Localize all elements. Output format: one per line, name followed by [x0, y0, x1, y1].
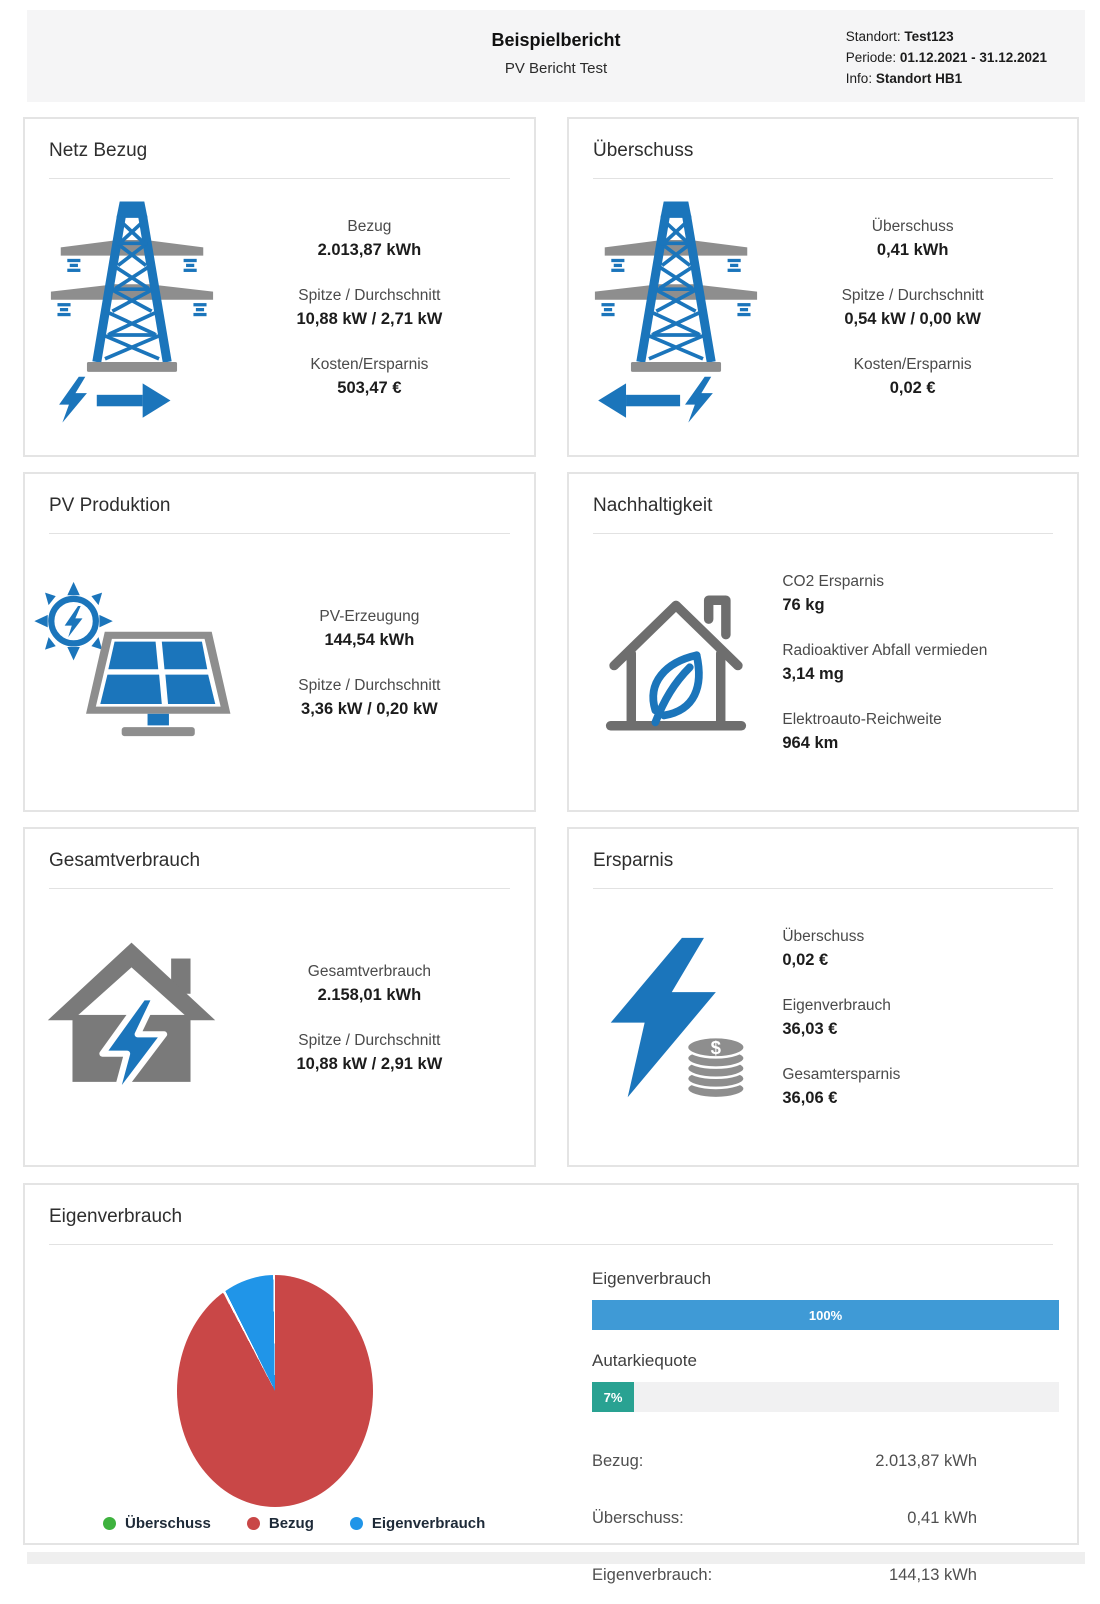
meta-standort: Standort: Test123 — [845, 29, 954, 44]
stat-spitze: Spitze / Durchschnitt 3,36 kW / 0,20 kW — [298, 676, 441, 718]
pie-legend — [103, 1515, 485, 1532]
card-netz-bezug — [23, 117, 536, 457]
card-stats — [239, 605, 534, 722]
left-arrow-lightning — [598, 377, 713, 423]
card-pv-produktion — [23, 472, 536, 812]
stat-spitze: Spitze / Durchschnitt 10,88 kW / 2,91 kW — [296, 1031, 443, 1073]
value-rows — [592, 1433, 1059, 1604]
pie-chart — [177, 1275, 373, 1507]
legend-dot-red — [247, 1517, 260, 1530]
stat-kosten: Kosten/Ersparnis 0,02 € — [853, 356, 972, 398]
page-title: Beispielbericht — [491, 30, 621, 50]
stat-ueberschuss: Überschuss 0,41 kWh — [871, 218, 954, 260]
card-stats — [782, 570, 1077, 756]
card-stats — [782, 215, 1077, 401]
divider — [49, 1244, 1053, 1245]
stat-abfall: Radioaktiver Abfall vermieden 3,14 mg — [782, 642, 988, 684]
stat-bezug: Bezug 2.013,87 kWh — [317, 218, 422, 260]
eco-house-leaf-icon — [569, 579, 782, 747]
card-stats — [239, 215, 534, 401]
stat-gesamt: Gesamtverbrauch 2.158,01 kWh — [307, 962, 431, 1004]
bar-label-eigenverbrauch: Eigenverbrauch — [592, 1269, 712, 1288]
card-title: Nachhaltigkeit — [593, 495, 713, 516]
stat-eigenverbrauch: Eigenverbrauch 36,03 € — [782, 997, 891, 1039]
progress-eigenverbrauch — [592, 1300, 1059, 1330]
legend-item-eigenverbrauch: Eigenverbrauch — [350, 1515, 485, 1532]
house-lightning-icon — [25, 932, 239, 1104]
stat-spitze: Spitze / Durchschnitt 10,88 kW / 2,71 kW — [296, 287, 443, 329]
row-ueberschuss: Überschuss: 0,41 kWh — [592, 1509, 977, 1527]
stat-reichweite: Elektroauto-Reichweite 964 km — [782, 711, 942, 753]
card-stats — [782, 925, 1077, 1111]
bar-label-autarkiequote: Autarkiequote — [592, 1351, 697, 1370]
card-ersparnis — [567, 827, 1079, 1167]
card-title: Überschuss — [593, 140, 694, 161]
card-gesamtverbrauch — [23, 827, 536, 1167]
sun-solar-panel-icon — [25, 577, 239, 749]
meta-periode: Periode: 01.12.2021 - 31.12.2021 — [845, 50, 1047, 65]
card-eigenverbrauch-chart — [23, 1183, 1079, 1584]
card-nachhaltigkeit — [567, 472, 1079, 812]
progress-fill-blue: 100% — [592, 1300, 1059, 1330]
header-meta — [846, 26, 1047, 89]
card-title: Ersparnis — [593, 850, 674, 871]
card-title: Gesamtverbrauch — [49, 850, 201, 871]
card-title: PV Produktion — [49, 495, 171, 516]
stat-spitze: Spitze / Durchschnitt 0,54 kW / 0,00 kW — [841, 287, 984, 329]
card-title: Eigenverbrauch — [49, 1206, 183, 1227]
legend-dot-green — [103, 1517, 116, 1530]
card-stats — [239, 960, 534, 1077]
lightning-right-arrow — [59, 377, 170, 423]
row-eigenverbrauch: Eigenverbrauch: 144,13 kWh — [592, 1566, 977, 1584]
power-tower-export-icon — [569, 193, 782, 423]
stat-ueberschuss: Überschuss 0,02 € — [782, 928, 865, 970]
card-ueberschuss — [567, 117, 1079, 457]
svg-text:$: $ — [710, 1037, 721, 1059]
power-tower-import-icon — [25, 193, 239, 423]
legend-item-bezug: Bezug — [247, 1515, 314, 1532]
next-page-edge — [27, 1552, 1085, 1564]
stat-erzeugung: PV-Erzeugung 144,54 kWh — [319, 607, 420, 649]
legend-item-ueberschuss: Überschuss — [103, 1515, 211, 1532]
legend-dot-blue — [350, 1517, 363, 1530]
report-header — [27, 10, 1085, 102]
page-subtitle: PV Bericht Test — [504, 60, 608, 77]
lightning-coins-icon — [569, 929, 782, 1107]
stat-co2: CO2 Ersparnis 76 kg — [782, 573, 885, 615]
stat-kosten: Kosten/Ersparnis 503,47 € — [310, 356, 429, 398]
progress-autarkiequote — [592, 1382, 1059, 1412]
stat-gesamtersparnis: Gesamtersparnis 36,06 € — [782, 1066, 901, 1108]
row-bezug: Bezug: 2.013,87 kWh — [592, 1452, 977, 1470]
meta-info: Info: Standort HB1 — [845, 71, 963, 86]
card-title: Netz Bezug — [49, 140, 148, 161]
progress-fill-teal: 7% — [592, 1382, 634, 1412]
